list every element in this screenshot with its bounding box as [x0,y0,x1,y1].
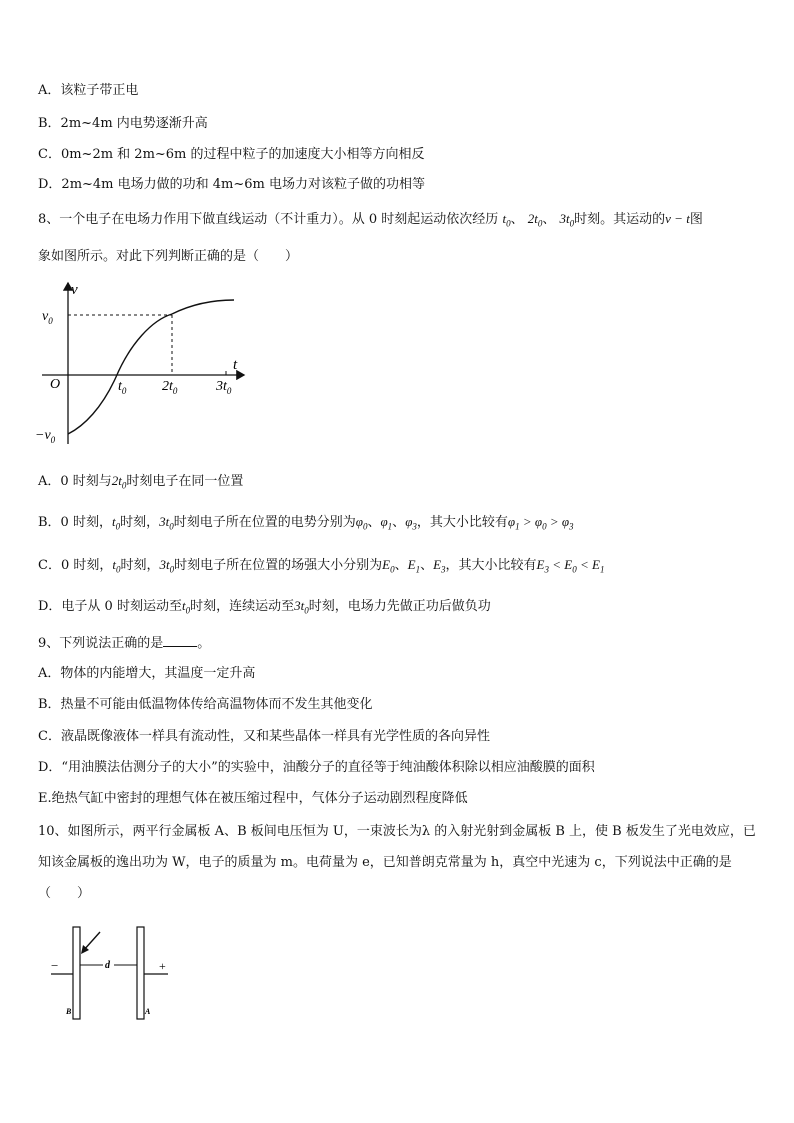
plate-b [73,927,80,1019]
plate-a [137,927,144,1019]
distance-label: d [105,960,110,971]
q9-option-a: A．物体的内能增大，其温度一定升高 [38,666,256,681]
neg-v0-label: $-v_0$ [35,428,56,445]
tick-label-2t0: $2t_0$ [162,379,178,396]
vt-graph [32,278,252,450]
q9-stem: 9、下列说法正确的是 。 [38,636,211,651]
q9-option-d: D．“用油膜法估测分子的大小”的实验中，油酸分子的直径等于纯油酸体积除以相应油酸膜的面积 [38,760,595,775]
q8-option-a: A．0 时刻与$2t_0$时刻电子在同一位置 [38,473,244,491]
minus-terminal: − [51,958,59,973]
tick-label-3t0: $3t_0$ [216,379,232,396]
tick-label-t0: $t_0$ [118,379,127,396]
q9-option-c: C．液晶既像液体一样具有流动性，又和某些晶体一样具有光学性质的各向异性 [38,729,490,744]
q9-option-b: B．热量不可能由低温物体传给高温物体而不发生其他变化 [38,697,373,712]
answer-blank [163,634,197,647]
q10-stem: 10、如图所示，两平行金属板 A、B 板间电压恒为 U，一束波长为λ 的入射光射到金属板 B 上，使 B 板发生了光电效应，已知该金属板的逸出功为 W，电子的质量为 m。电荷量为 e，已知普朗克常量为 h，真空中光速为 c，下列说法中正确的是（ ） [38,824,756,901]
q8-option-d: D．电子从 0 时刻运动至$t_0$时刻，连续运动至$3t_0$时刻，电场力先做正功后做负功 [38,598,491,616]
v-axis-label: v [71,282,78,298]
q9-option-e: E.绝热气缸中密封的理想气体在被压缩过程中，气体分子运动剧烈程度降低 [38,791,468,806]
q8-stem-line1: 8、一个电子在电场力作用下做直线运动（不计重力）。从 0 时刻起运动依次经历 $t_0$、 $2t_0$、 $3t_0$时刻。其运动的v − t图 [38,211,703,229]
t-axis-label: t [233,357,238,373]
prev-option-b: B．2m~4m 内电势逐渐升高 [38,116,208,131]
prev-option-c: C．0m~2m 和 2m~6m 的过程中粒子的加速度大小相等方向相反 [38,147,425,162]
q8-option-c: C．0 时刻，$t_0$时刻，$3t_0$时刻电子所在位置的场强大小分别为$E_0$、$E_1$、$E_3$，其大小比较有$E_3 < E_0 < E_1$ [38,557,605,575]
plate-b-label: B [66,1007,72,1016]
prev-option-a: A．该粒子带正电 [38,83,139,98]
plus-terminal: + [159,959,166,973]
prev-option-d: D．2m~4m 电场力做的功和 4m~6m 电场力对该粒子做的功相等 [38,177,425,192]
parallel-plates-figure [48,922,178,1022]
q8-option-b: B．0 时刻，$t_0$时刻，$3t_0$时刻电子所在位置的电势分别为$\varphi_0$、$\varphi_1$、$\varphi_3$，其大小比较有$\varphi_1 > \varphi_0 > \varphi_3$ [38,514,574,532]
origin-label: O [50,377,61,392]
v0-label: $v_0$ [42,309,53,326]
velocity-curve [68,300,234,434]
q8-stem-line2: 象如图所示。对此下列判断正确的是（ ） [38,249,299,264]
plate-a-label: A [145,1007,151,1016]
